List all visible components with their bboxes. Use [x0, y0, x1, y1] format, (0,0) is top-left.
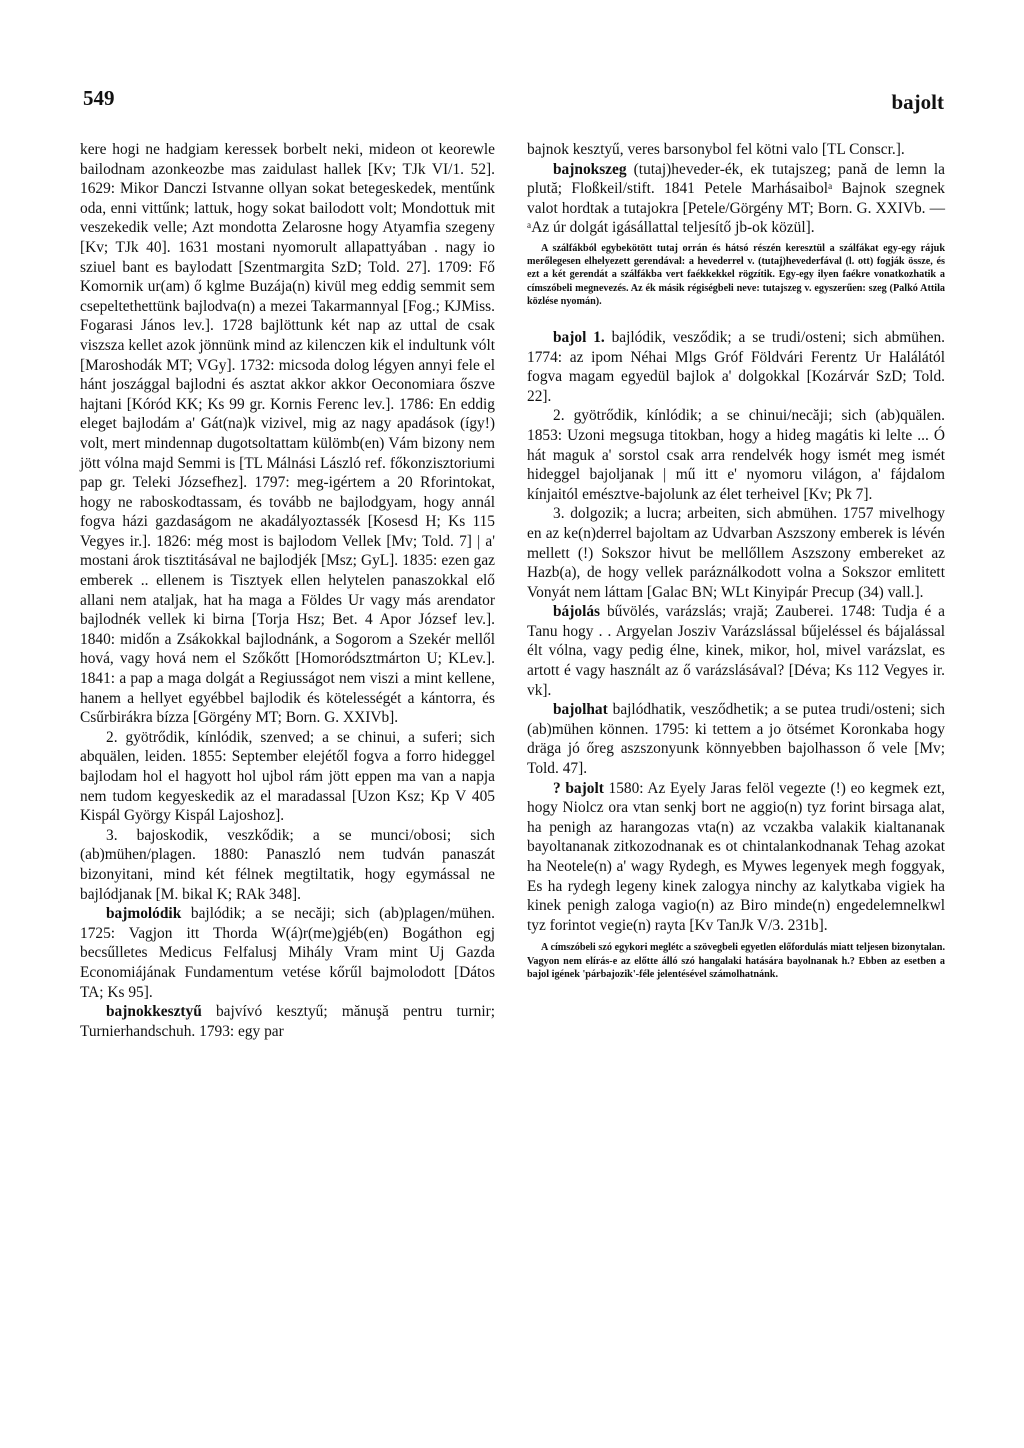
entry-text: bűvölés, varázslás; vrajă; Zauberei. 1748: Tudja é a Tanu hogy . . Argyelan Josziv Varázslással bűjeléssel és bájalással élt vólna, vagy pedig élne, kinek, mikor, hol, mivel varázslat, es artott é vagy használt az ő varázslásával? [Déva; Ks 112 Vegyes ir. vk].: [527, 603, 945, 699]
left-column: [80, 140, 495, 1041]
entry-continuation: kere hogi ne hadgiam keressek borbelt neki, mideon ot keorewle bailodnam azonkeozbe mas zaidulast hallek [Kv; TJk VI/1. 52]. 1629: Mikor Danczi Istvanne ollyan sokat betegeskedek, mentűnk oda, enni vittűnk; lattuk, hogy sokat bailodott volt; Mondottuk mit veszekedik velle; Azt mondotta Zelarosne hogy Atyamfia szegeny [Kv; TJk 40]. 1631 mostani nyomorult allapattyában . nagy io sziuel bant es baylodatt [Szentmargita SzD; Told. 27]. 1709: Fő Komornik ur(am) ő kglme Buzája(n) kivül meg eddig semmit sem csepeltethettünk bajlodva(n) a mezei Takarmannyal [Fog.; KJMiss. Fogarasi János lev.]. 1728 bajlöttunk két nap az uttal de csak viszsza kellet azok jönnünk mind az kilenczen kik el indultunk vólt [Maroshodák MT; VGy]. 1732: micsoda dolog légyen annyi fele el hánt joszággal bajlodni és asztat akkor akkor Oeconomiara őszve hajtani [Kóród KK; Ks 99 gr. Kornis Ferenc lev.]. 1786: En eddig eleget bajlodám a' Gát(na)k vizivel, mig az nagy apadások (így!) volt, mert mindennap dugotsoltattam külömb(en) Vám bizony nem jött vólna majd Semmi is [TL Málnási László ref. főkonzisztoriumi pap gr. Teleki Józsefhez]. 1797: meg-igértem a 20 Rforintokat, hogy ne raboskodtassam, és tovább ne bajlodgyam, hogy annál fogva házi gazdaságom ne akadályoztassék [Kosesd H; Ks 115 Vegyes ir.]. 1826: még most is bajlodom Vellek [Mv; Told. 7] | a' mostani árok tisztitásával ne bajlodjék [Msz; GyL]. 1835: ezen gaz emberek .. ellenem is Tisztyek ellen helytelen panaszokkal elő allani nem ataljak, hat ha maga a Földes Ur vagy más arendator bajlodnék vellek ki birna [Torja Hsz; Bet. 4 Apor József lev.]. 1840: midőn a Zsákokkal bajlodnánk, a Sogorom a Szekér mellől hová, vagy hová nem el Szőkőtt [Homoródsztmárton U; KLev.]. 1841: a pap a maga dolgát a Regiusságot nem viszi a mint kellene, hanem a hellyet egyébbel bajlodik és kötelességét a kántorra, és Csűrbirákra bízza [Görgény MT; Born. G. XXIVb].: [80, 141, 495, 727]
entry-text: bajlódik; a se necăji; sich (ab)plagen/mühen. 1725: Vagjon itt Thorda W(á)r(me)gjéb(en) Bogáthon egj becsűlletes Medicus Felfalusj Mihály Vram mint Uj Gazda Economiájának Fundamentum vetése kőrűl bajmolodott [Dátos TA; Ks 95].: [80, 905, 495, 1001]
sense-2: 2. gyötrődik, kínlódik, szenved; a se chinui, a suferi; sich abquälen, leiden. 1855: September elejétől fogva a forro hideggel bajlodam hol el hagyott hol ujbol rám jött eppen ma van a napja nem tudom kegyeskedik az el maradassal [Uzon Ksz; Kp V 405 Kispál György Kispál Lajoshoz].: [80, 728, 495, 825]
headword: bajolhat: [553, 701, 608, 719]
entry-bajolt: [527, 779, 945, 936]
entry-bajolas: [527, 602, 945, 700]
entry-bajol: [527, 328, 945, 406]
headword: ? bajolt: [553, 779, 604, 797]
entry-bajnokszeg: [527, 160, 945, 238]
entry-text: 1580: Az Eyely Jaras felöl vegezte (!) eo kegmek ezt, hogy Niolcz ora vtan senkj bort ne aggio(n) tyz forint birsaga alat, ha penigh az harangozas vta(n) az vczakba valakik kialtananak bayoltananak zitkozodnanak es ot chintalankodnanak Tehag azokat ha Neotele(n) a' wagy Rydegh, es Mywes legenyek megh foggyak, Es ha rydegh legeny kinek zalogya ninchy az kalytkaba vigiek ha kinek penigh zaloga vagio(n) az Biro minde(n) engedelemnelkwl tyz forintot vegie(n) rayta [Kv TanJk V/3. 231b].: [527, 779, 945, 934]
headword: bájolás: [553, 603, 601, 621]
entry-text: bajlódhatik, vesződhetik; a se putea trudi/osteni; sich (ab)mühen können. 1795: ki tettem a jo ötsémet Koronkaba hogy dräga jó őreg aszszonyunk könnyebben bajolhasson ő vele [Mv; Told. 47].: [527, 701, 945, 778]
right-column: [527, 140, 945, 1001]
footnote-bajolt: A címszóbeli szó egykori meglétc a szövegbeli egyetlen előfordulás miatt teljesen bizonytalan. Vagyon nem elírás-e az előtte álló szó hangalaki hatására bayolnanak h.? Ebben az esetben a bajol igének 'párbajozik'-féle jelentésével számolhatnánk.: [527, 942, 945, 980]
entry-bajolhat: [527, 700, 945, 778]
page-number: 549: [83, 86, 115, 110]
entry-bajnokkesztyu: [80, 1002, 495, 1041]
footnote-bajnokszeg: A szálfákból egybekötött tutaj orrán és hátsó részén keresztül a szálfákat egy-egy rájuk merőlegesen elhelyezett gerendával: a hevederrel v. (tutaj)hevederfával (l. ott) fogják össze, és ezt a két gerendát a szálfákba vert faékkekkel rögzítik. Egy-egy ilyen faékre vonatkozhatik a címszóbeli megnevezés. Az ék másik régiségbeli neve: tutajszeg v. egyszerűen: szeg (Palkó Attila közlése nyomán).: [527, 242, 945, 307]
headword: bajnokszeg: [553, 160, 627, 178]
entry-text: (tutaj)heveder-ék, ek tutajszeg; pană de lemn la plută; Floßkeil/stift. 1841 Petele Marhásaibolᵃ Bajnok szegnek valot hordtak a tutajokra [Petele/Görgény MT; Born. G. XXIVb. — ᵃAz úr dolgát igásállattal teljesítő jb-ok közül].: [527, 160, 945, 237]
sense-3: 3. bajoskodik, veszkődik; a se munci/obosi; sich (ab)mühen/plagen. 1880: Panaszló nem tudván panaszát bizonyitani, mind két félnek megtiltatik, hogy egymással ne bajlódjanak [M. bikal K; RAk 348].: [80, 826, 495, 903]
entry-text: bajlódik, vesződik; a se trudi/osteni; sich abmühen. 1774: az ipom Néhai Mlgs Gróf Földvári Ferentz Ur Halálától fogva magam egyedül bajlok a' dolgokkal [Kozárvár SzD; Told. 22].: [527, 328, 946, 405]
headword: bajmolódik: [106, 905, 182, 923]
sense-3: 3. dolgozik; a lucra; arbeiten, sich abmühen. 1757 mivelhogy en az ke(n)derrel bajoltam az Udvarban Aszszony emberek is lévén mellett (!) Sokszor hivut be mellőllem Aszszony embereket az Hazb(a), de hogy vellek paráználkodott volna a Sokszor emlitett Vonyát nem láttam [Galac BN; WLt Kinyipár Precup (34) vall.].: [527, 505, 945, 601]
entry-text: bajvívó kesztyű; mănuşă pentru turnir; Turnierhandschuh. 1793: egy par: [80, 1003, 495, 1040]
headword: bajnokkesztyű: [106, 1003, 202, 1021]
entry-bajmolodik: [80, 904, 495, 1002]
entry-continuation: bajnok kesztyű, veres barsonybol fel kötni valo [TL Conscr.].: [527, 141, 905, 158]
headword: bajol 1.: [553, 328, 605, 346]
sense-2: 2. gyötrődik, kínlódik; a se chinui/necăji; sich (ab)quälen. 1853: Uzoni megsuga titokban, hogy a hideg magátis ki lelte ... Ó hát maguk a' sorstol csak arra rendelvék hogy ismét meg ismét hideggel bajoljanak | mű itt e' nyomoru világon, a' fájdalom kínjaitól emésztve-bajolunk az élet terheivel [Kv; Pk 7].: [527, 407, 945, 503]
running-head: bajolt: [891, 90, 944, 114]
